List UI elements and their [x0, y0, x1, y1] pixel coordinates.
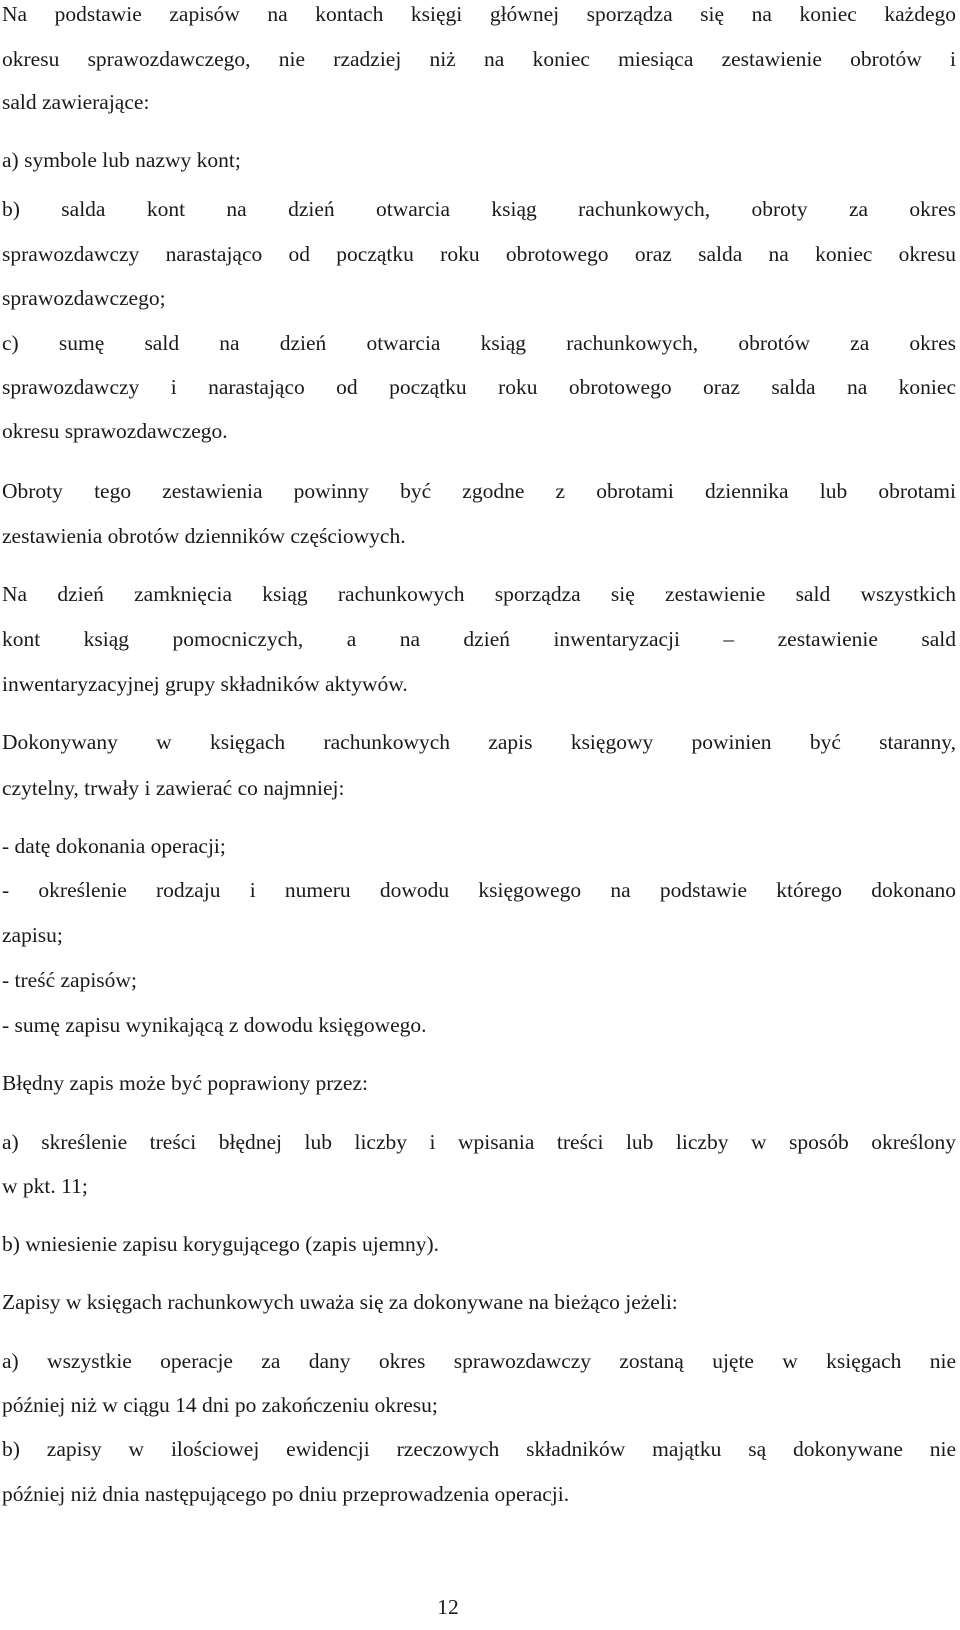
list-item-c: c) sumę sald na dzień otwarcia ksiąg rachunkowych, obrotów za okres	[2, 331, 956, 355]
text-line: zestawienia obrotów dzienników częściowych.	[2, 524, 406, 548]
text-line: sprawozdawczy narastająco od początku roku obrotowego oraz salda na koniec okresu	[2, 242, 956, 266]
list-item-a: a) symbole lub nazwy kont;	[2, 148, 241, 172]
page-number: 12	[437, 1595, 459, 1619]
text-line: później niż dnia następującego po dniu przeprowadzenia operacji.	[2, 1482, 570, 1506]
text-line: sprawozdawczy i narastająco od początku roku obrotowego oraz salda na koniec	[2, 375, 956, 399]
bullet-item: - treść zapisów;	[2, 968, 137, 992]
text-line: okresu sprawozdawczego.	[2, 419, 228, 443]
text-line: w pkt. 11;	[2, 1174, 88, 1198]
list-item-a: a) wszystkie operacje za dany okres sprawozdawczy zostaną ujęte w księgach nie	[2, 1349, 956, 1373]
text-line: sald zawierające:	[2, 90, 150, 114]
text-line: kont ksiąg pomocniczych, a na dzień inwentaryzacji – zestawienie sald	[2, 627, 956, 651]
text-line: zapisu;	[2, 923, 63, 947]
text-line: Błędny zapis może być poprawiony przez:	[2, 1071, 368, 1095]
list-item-b: b) zapisy w ilościowej ewidencji rzeczowych składników majątku są dokonywane nie	[2, 1437, 956, 1461]
text-line: sprawozdawczego;	[2, 286, 166, 310]
text-line: Zapisy w księgach rachunkowych uważa się za dokonywane na bieżąco jeżeli:	[2, 1290, 678, 1314]
bullet-item: - sumę zapisu wynikającą z dowodu księgowego.	[2, 1013, 427, 1037]
list-item-b: b) wniesienie zapisu korygującego (zapis ujemny).	[2, 1232, 440, 1256]
text-line: inwentaryzacyjnej grupy składników aktywów.	[2, 672, 408, 696]
text-line: później niż w ciągu 14 dni po zakończeniu okresu;	[2, 1393, 438, 1417]
text-line: Na dzień zamknięcia ksiąg rachunkowych sporządza się zestawienie sald wszystkich	[2, 582, 956, 606]
text-line: czytelny, trwały i zawierać co najmniej:	[2, 776, 345, 800]
bullet-item: - datę dokonania operacji;	[2, 834, 226, 858]
list-item-a: a) skreślenie treści błędnej lub liczby i wpisania treści lub liczby w sposób określony	[2, 1130, 956, 1154]
list-item-b: b) salda kont na dzień otwarcia ksiąg rachunkowych, obroty za okres	[2, 197, 956, 221]
text-line: Dokonywany w księgach rachunkowych zapis księgowy powinien być staranny,	[2, 730, 956, 754]
text-line: Obroty tego zestawienia powinny być zgodne z obrotami dziennika lub obrotami	[2, 479, 956, 503]
text-line: okresu sprawozdawczego, nie rzadziej niż na koniec miesiąca zestawienie obrotów i	[2, 47, 956, 71]
bullet-item: - określenie rodzaju i numeru dowodu księgowego na podstawie którego dokonano	[2, 878, 956, 902]
text-line: Na podstawie zapisów na kontach księgi głównej sporządza się na koniec każdego	[2, 2, 956, 26]
